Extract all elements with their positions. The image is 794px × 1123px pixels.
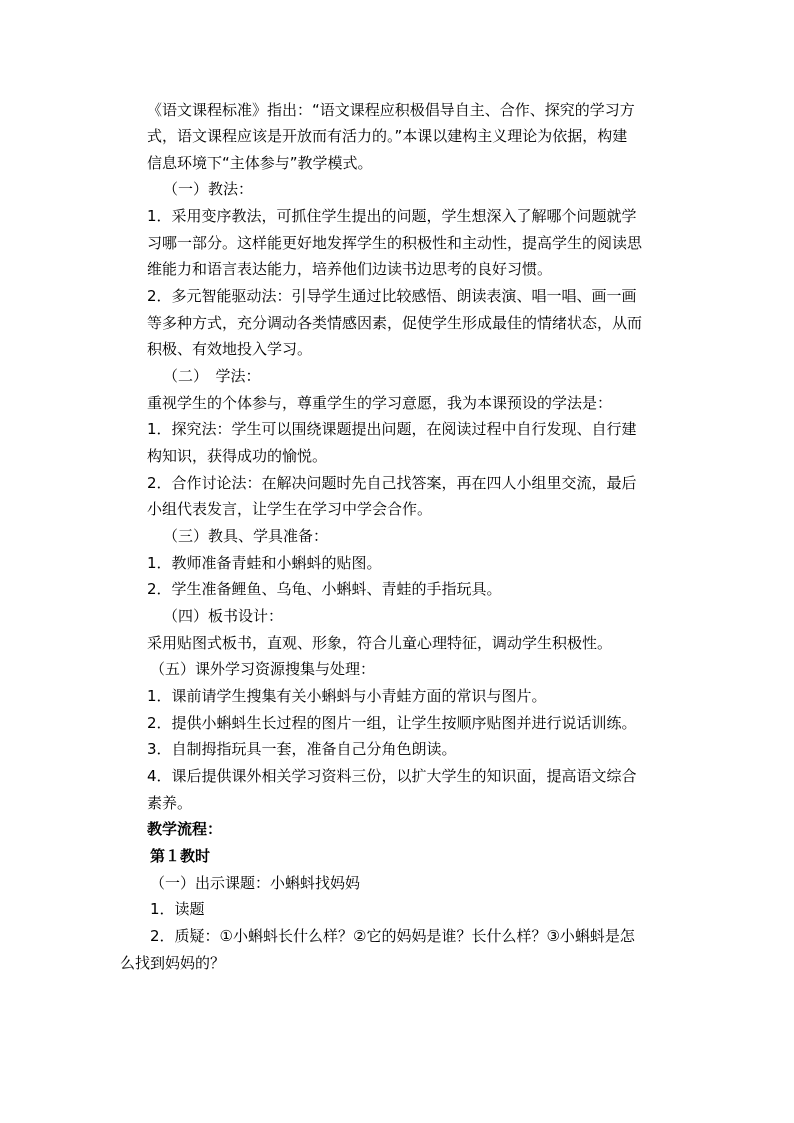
section-heading: （一）出示课题：小蝌蚪找妈妈 xyxy=(150,874,361,892)
list-item-line: 积极、有效地投入学习。 xyxy=(147,340,313,358)
paragraph-line: 采用贴图式板书，直观、形象，符合儿童心理特征，调动学生积极性。 xyxy=(147,634,613,652)
list-item-line: 1．采用变序教法，可抓住学生提出的问题，学生想深入了解哪个问题就学 xyxy=(147,207,637,225)
list-item-line: 1．探究法：学生可以围绕课题提出问题，在阅读过程中自行发现、自行建 xyxy=(147,420,637,438)
paragraph-line: 信息环境下“主体参与”教学模式。 xyxy=(147,154,373,172)
list-item-line: 2．提供小蝌蚪生长过程的图片一组，让学生按顺序贴图并进行说话训练。 xyxy=(147,714,637,732)
heading-lesson-one: 第１教时 xyxy=(150,847,211,865)
section-heading: （二） 学法： xyxy=(163,367,261,385)
list-item-line: 3．自制拇指玩具一套，准备自己分角色朗读。 xyxy=(147,740,457,758)
list-item-line: 习哪一部分。这样能更好地发挥学生的积极性和主动性，提高学生的阅读思 xyxy=(147,234,643,252)
list-item-line: 维能力和语言表达能力，培养他们边读书边思考的良好习惯。 xyxy=(147,260,553,278)
paragraph-line: 《语文课程标准》指出：“语文课程应积极倡导自主、合作、探究的学习方 xyxy=(147,101,635,119)
list-item-line: 小组代表发言，让学生在学习中学会合作。 xyxy=(147,500,433,518)
list-item-line: 么找到妈妈的？ xyxy=(120,954,226,972)
heading-teaching-process: 教学流程： xyxy=(147,820,223,838)
list-item-line: 构知识，获得成功的愉悦。 xyxy=(147,447,328,465)
list-item-line: 1．教师准备青蛙和小蝌蚪的贴图。 xyxy=(147,554,382,572)
list-item-line: 2．多元智能驱动法：引导学生通过比较感悟、朗读表演、唱一唱、画一画 xyxy=(147,287,637,305)
list-item-line: 等多种方式，充分调动各类情感因素，促使学生形成最佳的情绪状态，从而 xyxy=(147,314,643,332)
paragraph-line: 重视学生的个体参与，尊重学生的学习意愿，我为本课预设的学法是： xyxy=(147,394,613,412)
list-item-line: 素养。 xyxy=(147,794,193,812)
paragraph-line: 式，语文课程应该是开放而有活力的。”本课以建构主义理论为依据，构建 xyxy=(147,127,628,145)
list-item-line: 1．读题 xyxy=(150,900,205,918)
list-item-line: 2．合作讨论法：在解决问题时先自己找答案，再在四人小组里交流，最后 xyxy=(147,474,637,492)
section-heading: （一）教法： xyxy=(163,180,254,198)
list-item-line: 1．课前请学生搜集有关小蝌蚪与小青蛙方面的常识与图片。 xyxy=(147,687,547,705)
list-item-line: 2．学生准备鲤鱼、乌龟、小蝌蚪、青蛙的手指玩具。 xyxy=(147,580,502,598)
section-heading: （五）课外学习资源搜集与处理： xyxy=(150,660,376,678)
section-heading: （三）教具、学具准备： xyxy=(163,527,329,545)
list-item-line: 2．质疑：①小蝌蚪长什么样？②它的妈妈是谁？长什么样？③小蝌蚪是怎 xyxy=(150,927,635,945)
section-heading: （四）板书设计： xyxy=(163,607,284,625)
list-item-line: 4．课后提供课外相关学习资料三份，以扩大学生的知识面，提高语文综合 xyxy=(147,767,637,785)
